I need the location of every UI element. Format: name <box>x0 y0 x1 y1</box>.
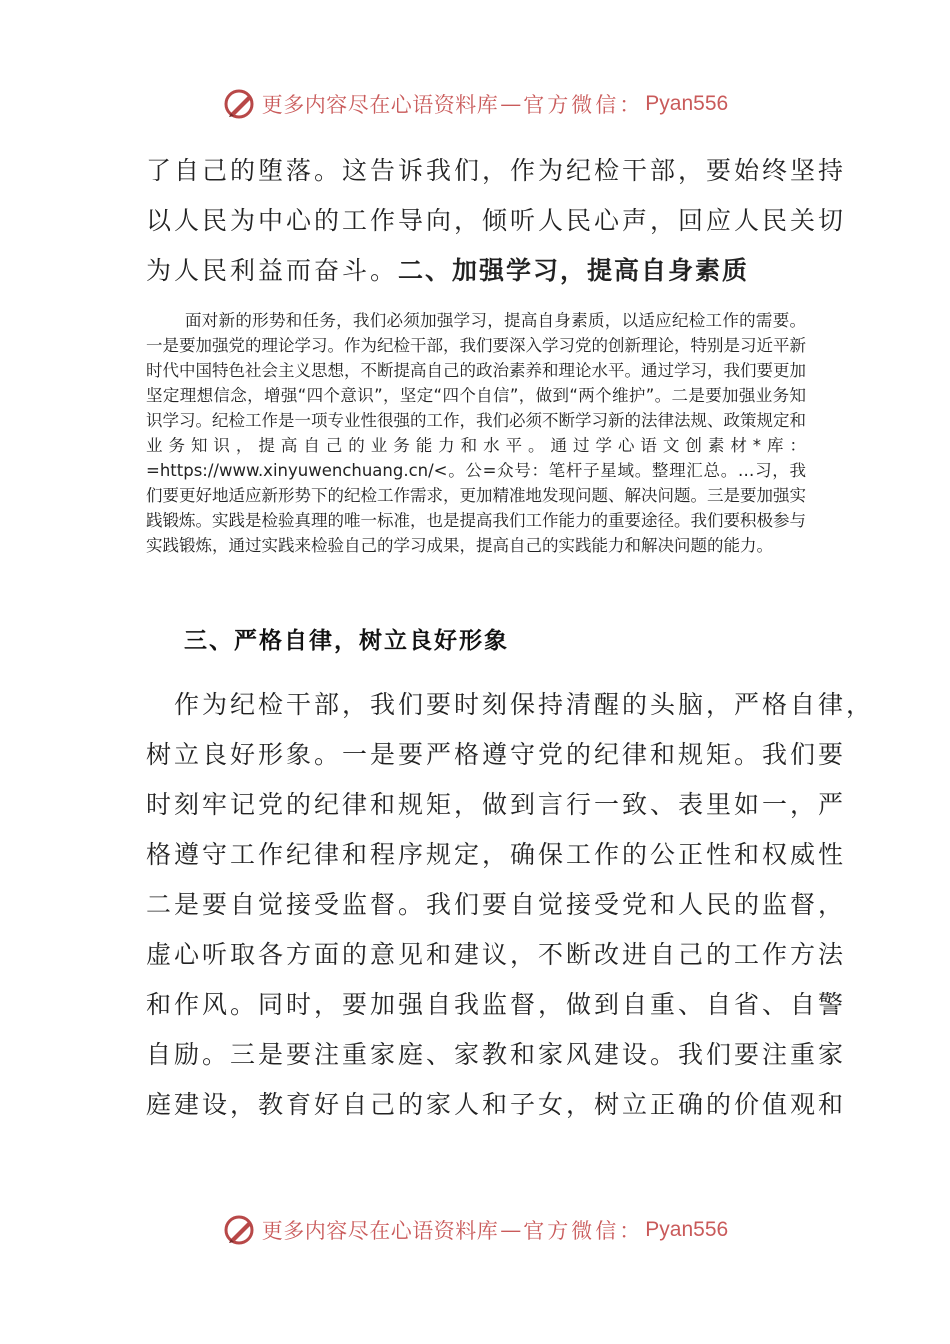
body-line: 树立良好形象。一是要严格遵守党的纪律和规矩。我们要 <box>146 740 847 769</box>
banner-separator: — <box>500 92 522 116</box>
body-line: 时刻牢记党的纪律和规矩，做到言行一致、表里如一，严 <box>146 790 847 819</box>
body-line: 格遵守工作纪律和程序规定，确保工作的公正性和权威性 <box>146 840 847 869</box>
body-line: 庭建设，教育好自己的家人和子女，树立正确的价值观和 <box>146 1090 847 1119</box>
pen-circle-logo-icon <box>222 1212 258 1248</box>
pen-circle-logo-icon <box>222 86 258 122</box>
paragraph-text: 面对新的形势和任务，我们必须加强学习，提高自身素质，以适应纪检工作的需要。一是要加强党的理论学习。作为纪检干部，我们要深入学习党的创新理论，特别是习近平新时代中国特色社会主义思想，不断提高自己的政治素养和理论水平。通过学习，我们要更加坚定理想信念，增强“四个意识”，坚定“四个自信”，做到“两个维护”。二是要加强业务知识学习。纪检工作是一项专业性很强的工作，我们必须不断学习新的法律法规、政策规定和业务知识，提高自己的业务能力和水平。通过学心语文创素材*库：=https://www.xinyuwenchuang.cn/<。公=众号：笔杆子星域。整理汇总。…习，我们要更好地适应新形势下的纪检工作需求，更加精准地发现问题、解决问题。三是要加强实践锻炼。实践是检验真理的唯一标准，也是提高我们工作能力的重要途径。我们要积极参与实践锻炼，通过实践来检验自己的学习成果，提高自己的实践能力和解决问题的能力。 <box>146 311 806 555</box>
section-two-paragraph <box>146 308 806 558</box>
section-three-heading: 三、严格自律，树立良好形象 <box>184 628 509 654</box>
body-line: 作为纪检干部，我们要时刻保持清醒的头脑，严格自律， <box>146 690 875 719</box>
body-line: 以人民为中心的工作导向，倾听人民心声，回应人民关切 <box>146 206 847 235</box>
banner-wechat-label: 官方微信： <box>523 93 644 117</box>
body-line: 自励。三是要注重家庭、家教和家风建设。我们要注重家 <box>146 1040 847 1069</box>
header-banner <box>0 84 950 124</box>
footer-banner <box>0 1210 950 1250</box>
banner-wechat-label: 官方微信： <box>523 1219 644 1243</box>
banner-separator: — <box>500 1218 522 1242</box>
body-line <box>146 246 816 296</box>
banner-slogan: 更多内容尽在心语资料库 <box>261 1219 499 1243</box>
banner-wechat-id: Pyan556 <box>645 1218 729 1241</box>
body-line: 虚心听取各方面的意见和建议，不断改进自己的工作方法 <box>146 940 847 969</box>
body-line: 二是要自觉接受监督。我们要自觉接受党和人民的监督， <box>146 890 847 919</box>
body-line: 了自己的堕落。这告诉我们，作为纪检干部，要始终坚持 <box>146 156 847 185</box>
section-two-heading: 二、加强学习，提高自身素质 <box>398 256 750 285</box>
body-line-text: 为人民利益而奋斗。 <box>146 256 399 285</box>
body-line: 和作风。同时，要加强自我监督，做到自重、自省、自警 <box>146 990 847 1019</box>
banner-wechat-id: Pyan556 <box>645 92 729 115</box>
banner-slogan: 更多内容尽在心语资料库 <box>261 93 499 117</box>
